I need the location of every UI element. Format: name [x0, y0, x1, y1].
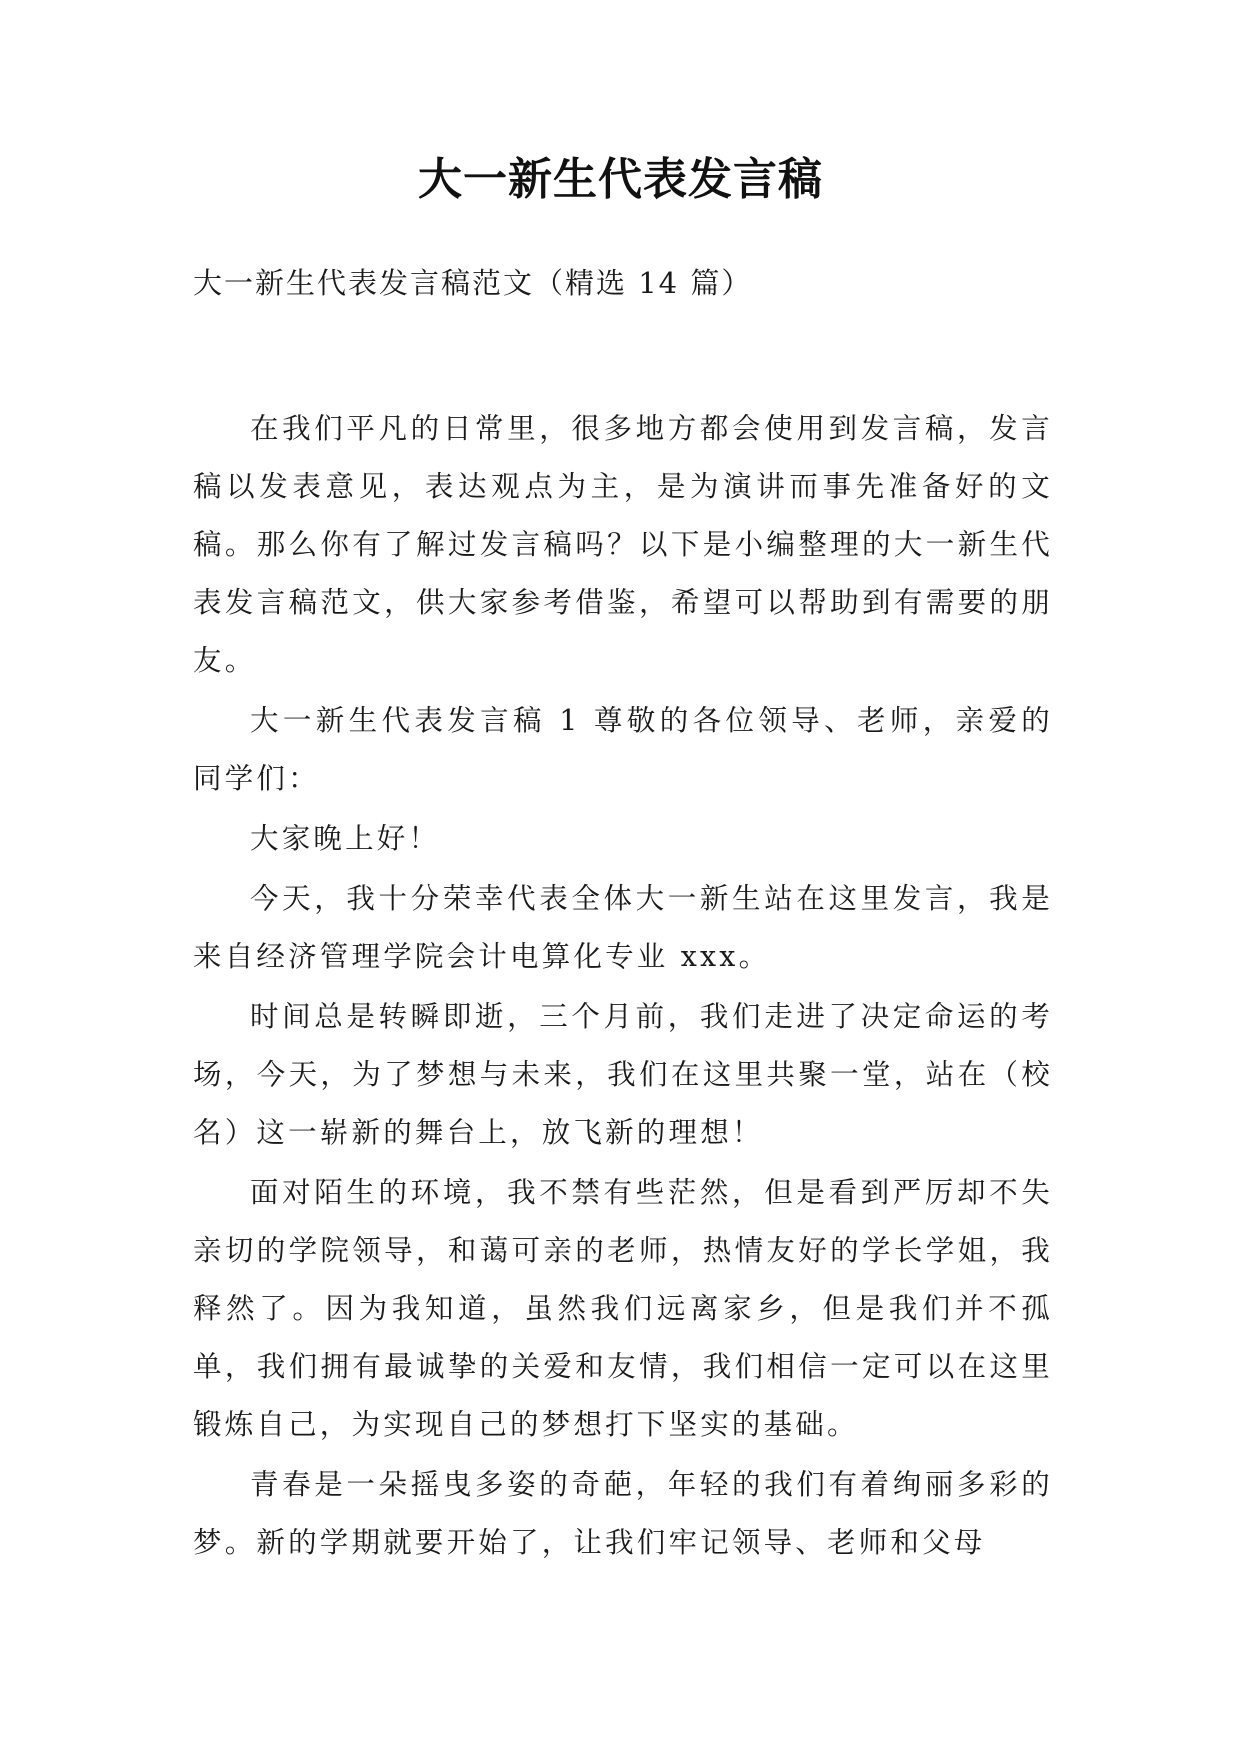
- paragraph: 大一新生代表发言稿 1 尊敬的各位领导、老师，亲爱的同学们：: [193, 704, 1053, 795]
- paragraph: 时间总是转瞬即逝，三个月前，我们走进了决定命运的考场，今天，为了梦想与未来，我们在这里共聚一堂，站在（校名）这一崭新的舞台上，放飞新的理想！: [193, 1000, 1053, 1149]
- document-subtitle: 大一新生代表发言稿范文（精选 14 篇）: [193, 266, 753, 300]
- paragraph: 青春是一朵摇曳多姿的奇葩，年轻的我们有着绚丽多彩的梦。新的学期就要开始了，让我们牢记领导、老师和父母: [193, 1468, 1053, 1559]
- paragraph: 今天，我十分荣幸代表全体大一新生站在这里发言，我是来自经济管理学院会计电算化专业 xxx。: [193, 882, 1053, 973]
- paragraph: 在我们平凡的日常里，很多地方都会使用到发言稿，发言稿以发表意见，表达观点为主，是为演讲而事先准备好的文稿。那么你有了解过发言稿吗？以下是小编整理的大一新生代表发言稿范文，供大家参考借鉴，希望可以帮助到有需要的朋友。: [193, 412, 1053, 677]
- document-body: [193, 400, 1053, 1574]
- paragraph: 大家晚上好！: [250, 822, 441, 855]
- paragraph: 面对陌生的环境，我不禁有些茫然，但是看到严厉却不失亲切的学院领导，和蔼可亲的老师，热情友好的学长学姐，我释然了。因为我知道，虽然我们远离家乡，但是我们并不孤单，我们拥有最诚挚的关爱和友情，我们相信一定可以在这里锻炼自己，为实现自己的梦想打下坚实的基础。: [193, 1176, 1053, 1441]
- document-title: 大一新生代表发言稿: [418, 154, 823, 205]
